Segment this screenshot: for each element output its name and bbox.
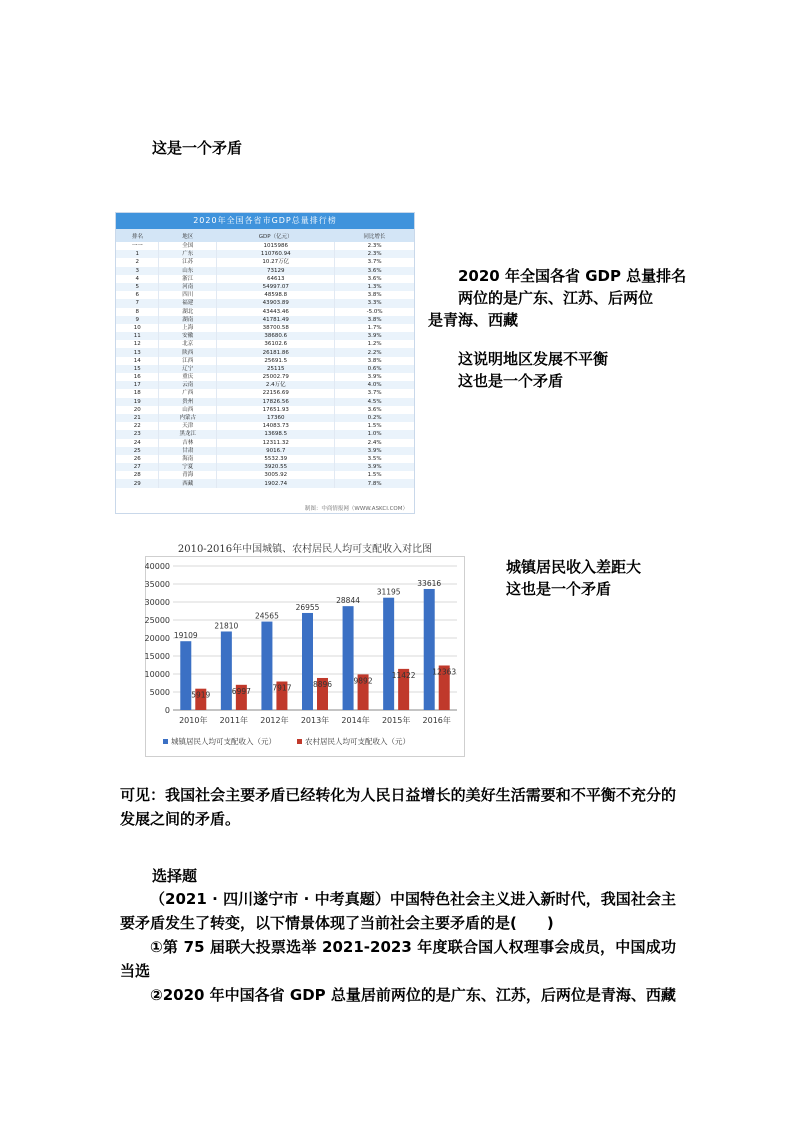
gdp-cell-gdp: 25002.79: [217, 373, 335, 381]
gdp-cell-growth: 3.3%: [335, 299, 414, 307]
urban-income-bar: [221, 631, 232, 710]
gdp-cell-growth: 2.3%: [367, 243, 382, 250]
gdp-cell-gdp: 25691.5: [217, 357, 335, 365]
gdp-table-row: [116, 389, 414, 397]
gdp-cell-growth: 3.7%: [367, 390, 382, 397]
gdp-cell-rank: 26: [116, 455, 159, 463]
gdp-cell-rank: 1: [116, 250, 159, 258]
gdp-cell-growth: 3.6%: [367, 406, 382, 413]
gdp-cell-growth: 3.7%: [367, 259, 382, 266]
gdp-cell-growth: 3.9%: [335, 332, 414, 340]
y-tick-label: 35000: [145, 580, 170, 589]
gdp-cell-gdp: 17651.93: [217, 406, 335, 414]
gdp-table-row: [116, 324, 414, 332]
gdp-cell-gdp: 43443.46: [217, 308, 335, 316]
gdp-cell-region: 甘肃: [159, 447, 217, 455]
gdp-cell-rank: 25: [116, 447, 159, 455]
gdp-cell-rank: 3: [116, 267, 159, 275]
gdp-table-row: [116, 447, 414, 455]
gdp-table-row: [116, 406, 414, 414]
gdp-table-title: 2020年全国各省市GDP总量排行榜: [116, 213, 414, 229]
urban-income-bar: [261, 622, 272, 710]
gdp-cell-gdp: 25115: [217, 365, 335, 373]
gdp-cell-gdp: 14083.73: [217, 422, 335, 430]
gdp-comment-line4: 这说明地区发展不平衡: [458, 350, 609, 368]
gdp-table-row: [116, 373, 414, 381]
gdp-cell-rank: 17: [116, 381, 159, 389]
gdp-table-source: 制图：中商情报网（WWW.ASKCI.COM）: [304, 506, 408, 512]
y-tick-label: 25000: [145, 616, 170, 625]
gdp-cell-rank: 2: [116, 258, 159, 266]
question-option-2: ②2020 年中国各省 GDP 总量居前两位的是广东、江苏，后两位是青海、西藏: [150, 986, 676, 1004]
gdp-cell-region: 上海: [159, 324, 217, 332]
chart-canvas: [145, 540, 465, 758]
y-tick-label: 5000: [149, 688, 170, 697]
income-bar-chart: [145, 540, 465, 758]
gdp-comment-line5: 这也是一个矛盾: [458, 372, 564, 390]
gdp-cell-rank: 18: [116, 389, 159, 397]
gdp-cell-growth: 1.3%: [335, 283, 414, 291]
gdp-cell-growth: 3.9%: [335, 463, 414, 471]
legend-swatch: [163, 739, 168, 744]
data-label: 21810: [214, 621, 239, 631]
gdp-cell-region: 重庆: [159, 373, 217, 381]
gdp-cell-gdp: 73129: [217, 267, 335, 275]
gdp-cell-region: 湖北: [159, 308, 217, 316]
gdp-cell-gdp: 22156.69: [217, 389, 335, 397]
income-comment-line1: 城镇居民收入差距大: [506, 558, 642, 576]
gdp-cell-rank: 15: [116, 365, 159, 373]
gdp-table-row: [116, 267, 414, 275]
x-tick-label: 2010年: [179, 716, 208, 725]
gdp-cell-gdp: 10.27万亿: [217, 258, 335, 266]
gdp-cell-region: 吉林: [159, 439, 217, 447]
gdp-cell-gdp: 2.4万亿: [217, 381, 335, 389]
gdp-cell-rank: 9: [116, 316, 159, 324]
gdp-cell-growth: 3.9%: [367, 374, 382, 381]
gdp-table-row: [116, 414, 414, 422]
gdp-cell-region: 安徽: [159, 332, 217, 340]
gdp-table-row: [116, 299, 414, 307]
gdp-cell-rank: 19: [116, 398, 159, 406]
gdp-cell-growth: 3.6%: [335, 267, 414, 275]
gdp-cell-rank: 10: [116, 324, 159, 332]
gdp-cell-region: 辽宁: [159, 365, 217, 373]
gdp-cell-gdp: 38700.58: [217, 324, 335, 332]
x-tick-label: 2013年: [300, 716, 330, 725]
gdp-cell-region: 广西: [159, 389, 217, 397]
data-label: 9892: [353, 676, 373, 686]
gdp-cell-region: 宁夏: [159, 463, 217, 471]
gdp-cell-gdp: 17360: [217, 414, 335, 422]
data-label: 31195: [376, 587, 401, 597]
gdp-table-row: [116, 275, 414, 283]
gdp-cell-region: 青海: [159, 471, 217, 479]
data-label: 12363: [432, 667, 457, 677]
gdp-header-region: 地区: [159, 229, 217, 242]
gdp-cell-gdp: 3920.55: [217, 463, 335, 471]
gdp-cell-growth: 1.7%: [367, 324, 382, 331]
gdp-cell-gdp: 64613: [217, 275, 335, 283]
gdp-cell-region: 全国: [159, 242, 217, 250]
gdp-table-row: [116, 455, 414, 463]
gdp-table: [116, 229, 414, 488]
y-tick-label: 20000: [145, 634, 170, 643]
gdp-header-gdp: GDP（亿元）: [217, 229, 335, 242]
gdp-table-row: [116, 365, 414, 373]
data-label: 28844: [336, 596, 361, 606]
gdp-cell-rank: 22: [116, 422, 159, 430]
gdp-cell-rank: 11: [116, 332, 159, 340]
gdp-table-row: [116, 291, 414, 299]
gdp-cell-rank: 20: [116, 406, 159, 414]
gdp-cell-gdp: 41781.49: [217, 316, 335, 324]
gdp-cell-growth: 7.8%: [335, 479, 414, 487]
urban-income-bar: [180, 641, 191, 710]
gdp-ranking-table-image: [115, 212, 415, 514]
gdp-cell-growth: 4.0%: [335, 381, 414, 389]
gdp-table-header-row: [116, 229, 414, 242]
gdp-table-row: [116, 422, 414, 430]
x-tick-label: 2014年: [341, 716, 370, 725]
gdp-cell-region: 湖南: [159, 316, 217, 324]
gdp-cell-region: 北京: [159, 340, 217, 348]
gdp-cell-gdp: 13698.5: [217, 430, 335, 438]
gdp-cell-growth: 1.5%: [367, 472, 382, 479]
heading-contradiction: 这是一个矛盾: [152, 139, 243, 157]
gdp-table-row: [116, 348, 414, 356]
gdp-cell-region: 天津: [159, 422, 217, 430]
y-tick-label: 10000: [145, 670, 170, 679]
income-comment-line2: 这也是一个矛盾: [506, 580, 612, 598]
gdp-table-row: [116, 332, 414, 340]
data-label: 7917: [272, 683, 292, 693]
gdp-cell-region: 福建: [159, 299, 217, 307]
legend-swatch: [297, 739, 302, 744]
gdp-cell-rank: 14: [116, 357, 159, 365]
conclusion-paragraph: 可见：我国社会主要矛盾已经转化为人民日益增长的美好生活需要和不平衡不充分的发展之间的矛盾。: [120, 786, 676, 828]
question-type-label: 选择题: [152, 867, 198, 885]
gdp-cell-gdp: 3005.92: [217, 471, 335, 479]
gdp-cell-region: 四川: [159, 291, 217, 299]
gdp-cell-gdp: 1902.74: [217, 479, 335, 487]
gdp-cell-rank: 8: [116, 308, 159, 316]
gdp-cell-rank: 27: [116, 463, 159, 471]
gdp-table-row: [116, 471, 414, 479]
gdp-cell-rank: 29: [116, 479, 159, 487]
gdp-cell-region: 陕西: [159, 348, 217, 356]
gdp-cell-growth: 2.4%: [367, 439, 382, 446]
question-option-1: ①第 75 届联大投票选举 2021-2023 年度联合国人权理事会成员，中国成功当选: [120, 938, 676, 980]
data-label: 19109: [173, 631, 198, 641]
gdp-cell-region: 山西: [159, 406, 217, 414]
gdp-cell-rank: 24: [116, 439, 159, 447]
gdp-cell-gdp: 54997.07: [217, 283, 335, 291]
gdp-cell-region: 海南: [159, 455, 217, 463]
chart-title: 2010-2016年中国城镇、农村居民人均可支配收入对比图: [177, 544, 433, 555]
data-label: 8896: [312, 679, 333, 689]
y-tick-label: 0: [164, 706, 170, 715]
gdp-cell-gdp: 1015986: [217, 242, 335, 250]
gdp-cell-growth: 3.9%: [335, 447, 414, 455]
gdp-cell-region: 江西: [159, 357, 217, 365]
gdp-cell-region: 内蒙古: [159, 414, 217, 422]
gdp-cell-region: 江苏: [159, 258, 217, 266]
x-tick-label: 2016年: [422, 716, 451, 725]
gdp-cell-region: 贵州: [159, 398, 217, 406]
urban-income-bar: [383, 598, 394, 710]
gdp-cell-gdp: 48598.8: [217, 291, 335, 299]
gdp-cell-gdp: 43903.89: [217, 299, 335, 307]
gdp-header-growth: 同比增长: [335, 229, 414, 242]
gdp-cell-growth: 2.2%: [335, 348, 414, 356]
gdp-cell-growth: 3.8%: [367, 292, 382, 299]
gdp-table-row: [116, 316, 414, 324]
legend-label: 农村居民人均可支配收入（元）: [305, 737, 410, 746]
gdp-comment-line3: 是青海、西藏: [428, 311, 519, 329]
gdp-cell-growth: 3.5%: [367, 455, 382, 462]
gdp-table-row: [116, 381, 414, 389]
gdp-cell-growth: -5.0%: [366, 308, 383, 315]
gdp-cell-rank: 5: [116, 283, 159, 291]
gdp-cell-rank: 12: [116, 340, 159, 348]
urban-income-bar: [424, 589, 435, 710]
gdp-table-row: [116, 479, 414, 487]
data-label: 5919: [191, 690, 211, 700]
gdp-table-row: [116, 283, 414, 291]
gdp-table-row: [116, 439, 414, 447]
y-tick-label: 15000: [145, 652, 170, 661]
gdp-cell-rank: 7: [116, 299, 159, 307]
gdp-cell-growth: 2.3%: [335, 250, 414, 258]
gdp-table-row: [116, 242, 414, 250]
gdp-cell-growth: 0.2%: [335, 414, 414, 422]
gdp-comment-line2: 两位的是广东、江苏、后两位: [458, 289, 654, 307]
gdp-cell-rank: 一一: [116, 242, 159, 250]
gdp-cell-growth: 1.2%: [367, 341, 382, 348]
gdp-table-row: [116, 430, 414, 438]
x-tick-label: 2015年: [381, 716, 411, 725]
gdp-table-row: [116, 463, 414, 471]
gdp-table-row: [116, 340, 414, 348]
gdp-table-row: [116, 308, 414, 316]
gdp-cell-growth: 1.5%: [367, 423, 382, 430]
gdp-cell-growth: 3.8%: [335, 316, 414, 324]
question-stem: （2021 · 四川遂宁市 · 中考真题）中国特色社会主义进入新时代，我国社会主要矛盾发生了转变，以下情景体现了当前社会主要矛盾的是( ): [120, 890, 676, 932]
gdp-cell-region: 广东: [159, 250, 217, 258]
data-label: 11422: [391, 670, 416, 680]
gdp-cell-region: 浙江: [159, 275, 217, 283]
gdp-cell-region: 云南: [159, 381, 217, 389]
gdp-cell-region: 河南: [159, 283, 217, 291]
gdp-table-row: [116, 250, 414, 258]
y-tick-label: 40000: [145, 562, 170, 571]
gdp-comment-line1: 2020 年全国各省 GDP 总量排名: [458, 267, 687, 285]
x-tick-label: 2012年: [260, 716, 289, 725]
gdp-cell-growth: 0.6%: [335, 365, 414, 373]
gdp-table-row: [116, 357, 414, 365]
gdp-cell-region: 西藏: [159, 479, 217, 487]
gdp-cell-growth: 3.8%: [367, 357, 382, 364]
urban-income-bar: [302, 613, 313, 710]
x-tick-label: 2011年: [219, 716, 249, 725]
gdp-cell-gdp: 17826.56: [217, 398, 335, 406]
gdp-cell-gdp: 110760.94: [217, 250, 335, 258]
gdp-cell-rank: 23: [116, 430, 159, 438]
gdp-cell-rank: 13: [116, 348, 159, 356]
gdp-cell-growth: 3.6%: [367, 275, 382, 282]
gdp-cell-gdp: 26181.86: [217, 348, 335, 356]
gdp-cell-growth: 4.5%: [335, 398, 414, 406]
gdp-cell-rank: 16: [116, 373, 159, 381]
gdp-cell-gdp: 12311.32: [217, 439, 335, 447]
gdp-table-row: [116, 398, 414, 406]
gdp-cell-gdp: 38680.6: [217, 332, 335, 340]
gdp-cell-gdp: 9016.7: [217, 447, 335, 455]
gdp-cell-region: 山东: [159, 267, 217, 275]
gdp-cell-region: 黑龙江: [159, 430, 217, 438]
legend-label: 城镇居民人均可支配收入（元）: [171, 737, 276, 746]
gdp-cell-growth: 1.0%: [335, 430, 414, 438]
gdp-cell-gdp: 5532.39: [217, 455, 335, 463]
data-label: 33616: [417, 578, 442, 588]
gdp-header-rank: 排名: [116, 229, 159, 242]
y-tick-label: 30000: [145, 598, 170, 607]
data-label: 24565: [254, 611, 279, 621]
data-label: 6997: [231, 686, 251, 696]
data-label: 26955: [295, 602, 320, 612]
gdp-cell-rank: 6: [116, 291, 159, 299]
gdp-cell-rank: 28: [116, 471, 159, 479]
urban-income-bar: [343, 606, 354, 710]
gdp-cell-rank: 4: [116, 275, 159, 283]
gdp-cell-gdp: 36102.6: [217, 340, 335, 348]
gdp-cell-rank: 21: [116, 414, 159, 422]
gdp-table-row: [116, 258, 414, 266]
